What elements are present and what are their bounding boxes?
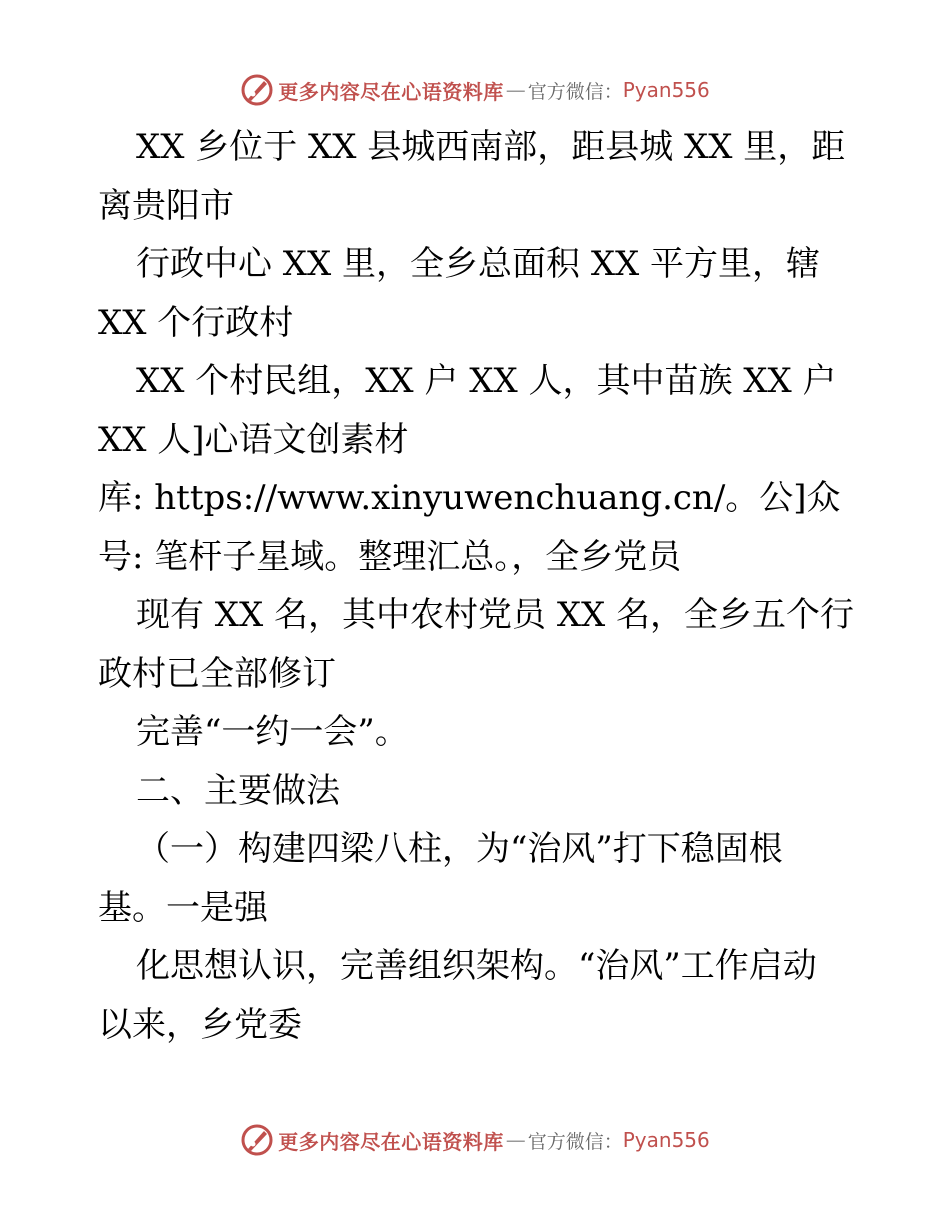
- text-line: 库: https://www.xinyuwenchuang.cn/。公]众: [98, 478, 841, 518]
- footer-banner: [0, 1120, 950, 1160]
- banner-wechat-id: Pyan556: [622, 78, 710, 102]
- banner-wechat-id: Pyan556: [622, 1128, 710, 1152]
- banner-wechat-label: 官方微信：: [527, 1130, 623, 1153]
- text-line: 号: 笔杆子星域。整理汇总。，全乡党员: [98, 536, 682, 577]
- text-line: 以来，乡党委: [98, 1004, 302, 1045]
- text-line: 行政中心 XX 里，全乡总面积 XX 平方里，辖: [136, 244, 821, 284]
- text-line: （一）构建四梁八柱，为“治风”打下稳固根: [136, 829, 783, 869]
- banner-dash: —: [505, 78, 526, 102]
- banner-dash: —: [505, 1128, 526, 1152]
- text-line: XX 乡位于 XX 县城西南部，距县城 XX 里，距: [136, 127, 846, 167]
- text-line: XX 人]心语文创素材: [98, 419, 409, 460]
- text-line: 离贵阳市: [98, 185, 234, 226]
- text-line: XX 个行政村: [98, 302, 294, 343]
- quill-logo-icon: [240, 1123, 274, 1157]
- text-line: 完善“一约一会”。: [136, 712, 409, 752]
- text-line: 基。一是强: [98, 887, 268, 928]
- header-banner: [0, 70, 950, 110]
- quill-logo-icon: [240, 73, 274, 107]
- document-body: [98, 118, 868, 1054]
- banner-wechat-label: 官方微信：: [527, 80, 623, 103]
- text-line: 政村已全部修订: [98, 653, 336, 694]
- banner-title: 更多内容尽在心语资料库: [278, 79, 504, 104]
- text-line: 二、主要做法: [136, 770, 340, 811]
- text-line: XX 个村民组，XX 户 XX 人，其中苗族 XX 户: [136, 361, 837, 401]
- text-line: 化思想认识，完善组织架构。“治风”工作启动: [136, 946, 817, 986]
- text-line: 现有 XX 名，其中农村党员 XX 名，全乡五个行: [136, 595, 855, 635]
- banner-title: 更多内容尽在心语资料库: [278, 1129, 504, 1154]
